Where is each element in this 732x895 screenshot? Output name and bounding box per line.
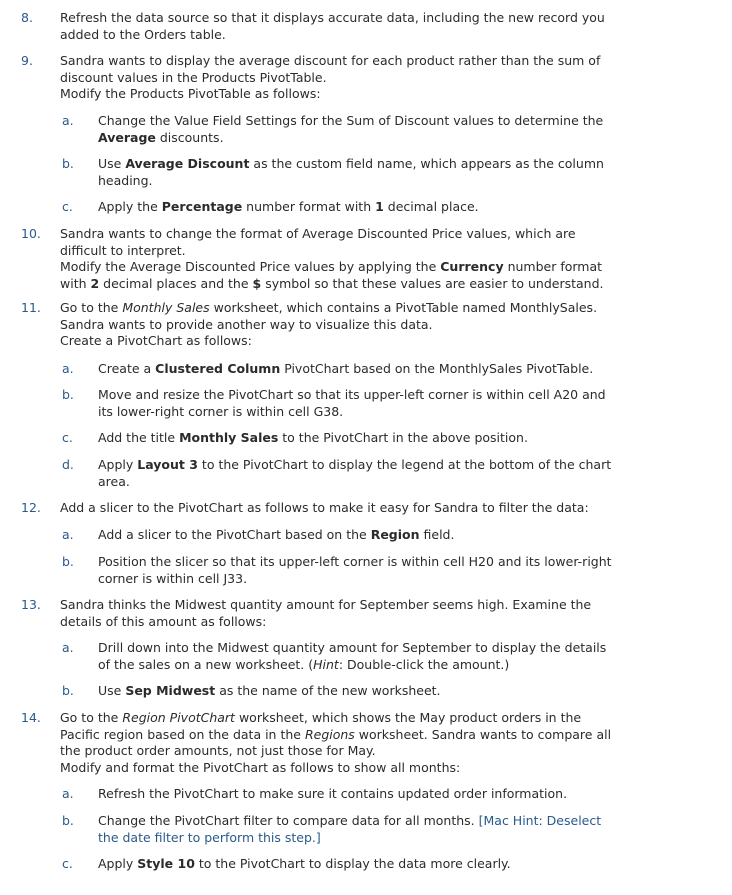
step-number: 9. bbox=[21, 53, 33, 68]
step-text: Sandra wants to change the format of Average Discounted Price values, which are difficult to interpret. Modify the Average Discounted Price values by applying the Currency number format with 2 decimal places and the $ symbol so that these values are easier to understand. bbox=[60, 226, 604, 291]
step-number: 10. bbox=[21, 226, 41, 241]
step-number: 14. bbox=[21, 710, 41, 725]
step-number: 8. bbox=[21, 10, 33, 25]
step-text: Go to the Monthly Sales worksheet, which contains a PivotTable named MonthlySales. Sandra wants to provide another way to visualize this data. Create a PivotChart as follows: bbox=[60, 300, 598, 348]
step-text: Sandra thinks the Midwest quantity amount for September seems high. Examine the details of this amount as follows: bbox=[60, 597, 592, 629]
step-number: 11. bbox=[21, 300, 41, 315]
mac-hint: [Mac Hint: Deselect bbox=[478, 813, 602, 828]
step-text: Go to the Region PivotChart worksheet, which shows the May product orders in the Pacific region based on the data in the Regions worksheet. Sandra wants to compare all the product order amounts, not just those for May. Modify and format the PivotChart as follows to show all months: bbox=[60, 710, 612, 775]
mac-hint: the date filter to perform this step.] bbox=[98, 829, 321, 845]
step-number: 12. bbox=[21, 500, 41, 515]
step-number: 13. bbox=[21, 597, 41, 612]
instructions-document: 8. Refresh the data source so that it displays accurate data, including the new record you added to the Orders table. 9. Sandra wants to display the average discount for each product rather than the sum of discount values in the Products PivotTable. Modify the Products PivotTable as follows: a. Change the Value Field Settings for the Sum of Discount values to determine the Average discounts. b. Use Average Discount as the custom field name, which appears as the column heading. c. Apply the Percentage number format with 1 decimal place. 10. Sandra wants to change the format of Average Discounted Price values, which are difficult to interpret. Modify the Average Discounted Price values by applying the Currency number format with 2 decimal places and the $ symbol so that these values are easier to understand. 11. Go to the Monthly Sales worksheet, which contains a PivotTable named MonthlySales. Sandra wants to provide another way to visualize this data. Create a PivotChart as follows: a. Create a Clustered Column PivotChart based on the MonthlySales PivotTable. b. Move and resize the PivotChart so that its upper-left corner is within cell A20 and its lower-right corner is within cell G38. c. Add the title Monthly Sales to the PivotChart in the above position. d. Apply Layout 3 to the PivotChart to display the legend at the bottom of the chart area. 12. Add a slicer to the PivotChart as follows to make it easy for Sandra to filter the data: a. Add a slicer to the PivotChart based on the Region field. b. Position the slicer so that its upper-left corner is within cell H20 and its lower-right corner is within cell J33. 13. Sandra thinks the Midwest quantity amount for September seems high. Examine the details of this amount as follows: a. Drill down into the Midwest quantity amount for September to display the details of the sales on a new worksheet. (Hint: Double-click the amount.) b. Use Sep Midwest as the name of the new worksheet. 14. Go to the Region PivotChart worksheet, which shows the May product orders in the Pacific region based on the data in the Regions worksheet. Sandra wants to compare all the product order amounts, not just those for May. Modify and format the PivotChart as follows to show all months: a. Refresh the PivotChart to make sure it contains updated order information. b. Change the PivotChart filter to compare data for all months. [Mac Hint: Deselect the date filter to perform this step.] c. Apply Style 10 to the PivotChart to display the data more clearly. bbox=[0, 0, 732, 895]
step-text: Sandra wants to display the average discount for each product rather than the sum of discount values in the Products PivotTable. Modify the Products PivotTable as follows: bbox=[60, 53, 601, 101]
step-text: Add a slicer to the PivotChart as follows to make it easy for Sandra to filter the data: bbox=[60, 500, 589, 515]
step-text: Refresh the data source so that it displays accurate data, including the new record you added to the Orders table. bbox=[60, 10, 605, 42]
